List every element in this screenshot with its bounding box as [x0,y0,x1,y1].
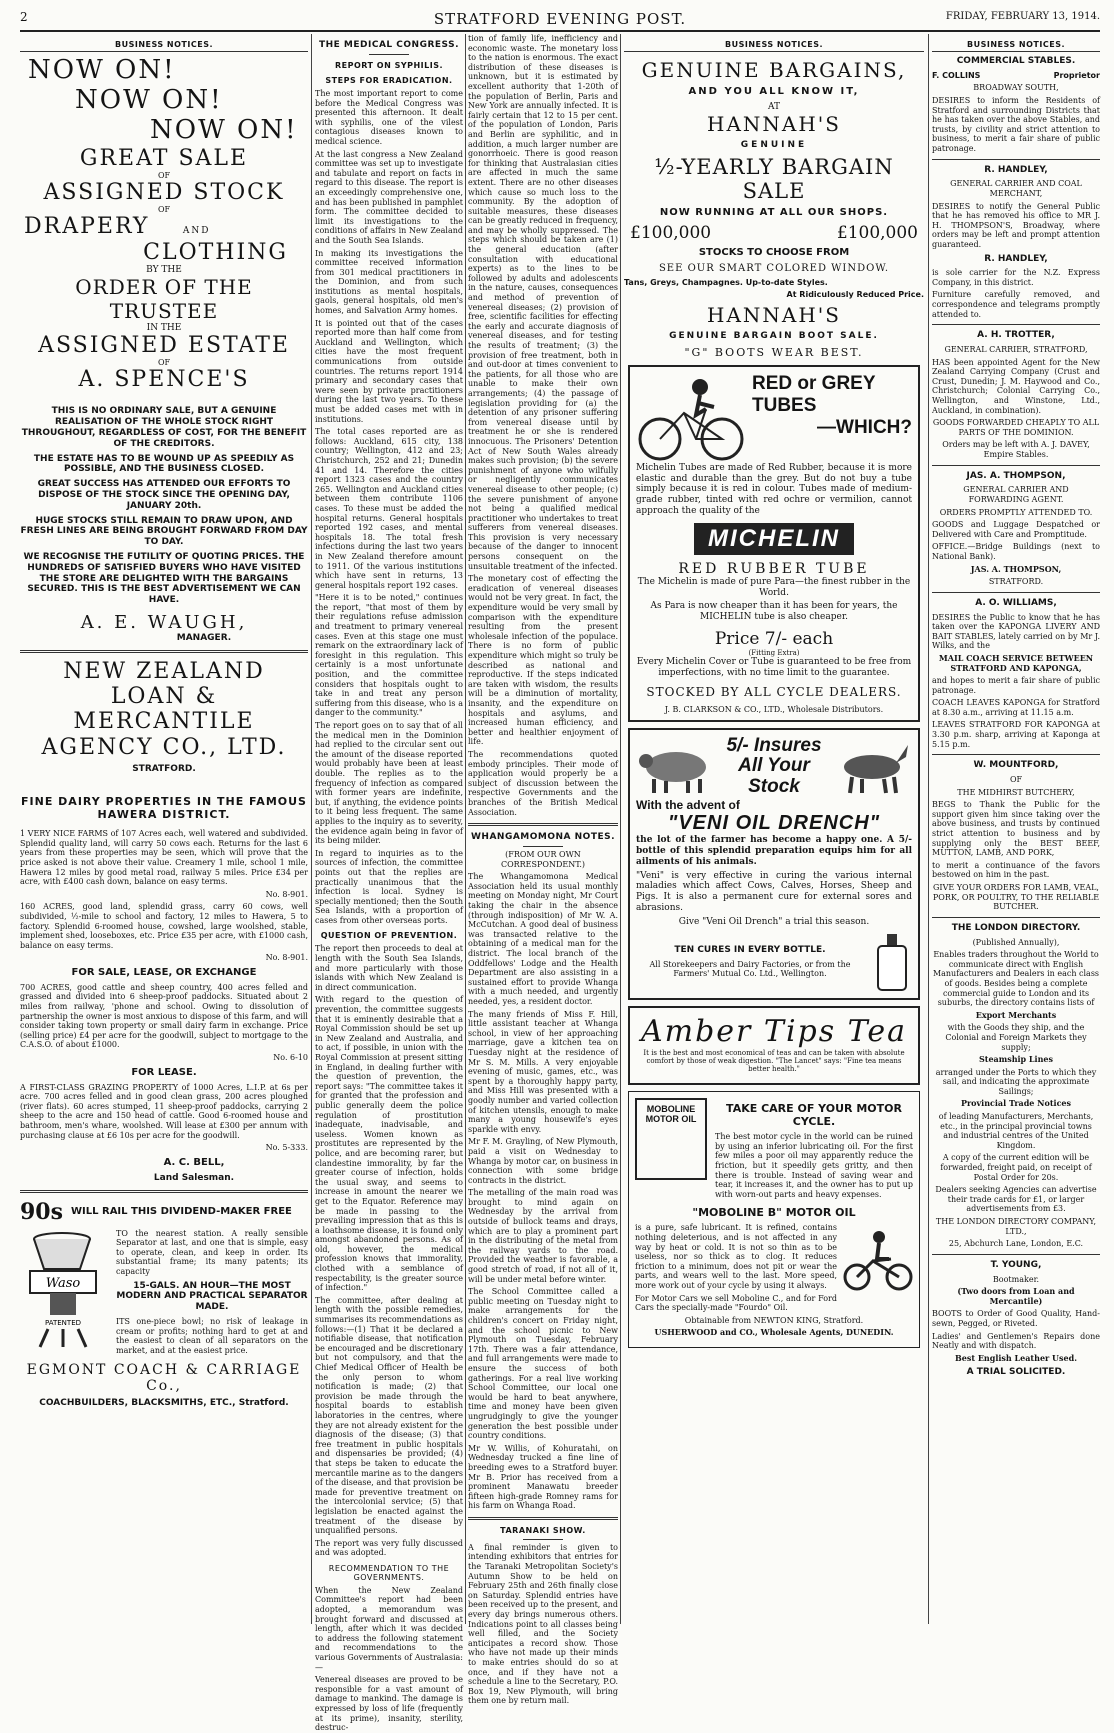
notice-heading: R. HANDLEY, [984,164,1048,175]
article-paragraph: Mr W. Willis, of Kohuratahi, on Wednesday trucked a fine line of breeding ewes to a Stratford buyer. Mr B. Prior has received from a prominent Manawatu breeder fifteen high-grade Romney rams for his farm on Whanga Road. [468,1443,618,1511]
article-paragraph: With regard to the question of prevention, the committee suggests that it is eminently desirable that a Royal Commission should be set up in New Zealand and Australia, and to act, if possible, in union with the Royal Commission at present sitting in England, in dealing further with the question of prevention, the report says: "The committee takes it for granted that the profession and public generally deem the police regulation of prostitution inadequate, inadvisable, and useless. Women known as prostitutes are represented by the police, and are becoming rarer, but clandestine immorality, by far the greater course of infection, holds the usual sway, and seems to increase in amount the nearer we get to the Equator. Reference may be made in passing to the prevailing impression that as this is a loathsome disease, it is found only amongst abandoned persons. As of old, however, the medical profession knows that immorality, clothed with a semblance of respectability, is the greater source of infection." [315,995,463,1293]
hannah-tagline: AND YOU ALL KNOW IT, [688,86,860,97]
separator-text: ITS one-piece bowl; no risk of leakage in cream or profits; nothing hard to get at and the easiest to clean of all separators on the market, and at the easiest price. [116,1316,308,1355]
trustee-heading: ORDER OF THE TRUSTEE [75,274,253,323]
notice-subheading: THE MIDHIRST BUTCHERY, [957,787,1075,797]
manager-role: MANAGER. [176,633,232,643]
notice-text: Dealers seeking Agencies can advertise their trade cards for £1, or larger advertisements from £3. [935,1185,1097,1214]
listing-text: 700 ACRES, good cattle and sheep country, 400 acres felled and grassed and divided into 6 sheep-proof paddocks. Situated about 2 miles from railway, 'phone and school. Owing to dissolution of partnership the owner is most anxious to dispose of this farm, and will consider taking town property or small dairy farm in exchange. Price (selling price) £4 per acre for the goodwill, subject to mortgage to the C.A.S.O. of about £1000. [20,982,308,1050]
ad-divider [20,650,308,653]
michelin-text: Every Michelin Cover or Tube is guaranteed to be free from imperfections, with no time limit to the guarantee. [636,656,912,678]
column-business-notices-1 [20,34,308,1624]
veni-advent: With the advent of [636,798,740,813]
article-paragraph: The most important report to come before the Medical Congress was presented this afternoon. It dealt with syphilis, one of the vilest contagious diseases known to medical science. [315,89,463,146]
of-label: OF [157,205,171,215]
michelin-price: Price 7/- each [714,628,834,649]
issue-date: FRIDAY, FEBRUARY 13, 1914. [945,11,1100,22]
masthead [20,8,1100,32]
moboline-agents: USHERWOOD and CO., Wholesale Agents, DUNEDIN. [654,1327,894,1338]
veni-headline: 5/- Insures All Your Stock [726,734,822,798]
section-header: BUSINESS NOTICES. [932,40,1100,52]
article-paragraph: The School Committee called a public meeting on Tuesday night to make arrangements for the children's concert on Friday night, and the school picnic to New Plymouth on Tuesday, February 17th. There was a fair attendance, and full arrangements were made to ensure the success of both gatherings. For a real live working School Committee, our local one would be hard to beat anywhere, time and money have been given ungrudgingly to give the younger generation the best possible under country conditions. [468,1287,618,1441]
assigned-estate-heading: ASSIGNED ESTATE [38,332,290,358]
amount-left: £100,000 [630,222,712,243]
notice-text: GOODS FORWARDED CHEAPLY TO ALL PARTS OF THE DOMINION. [932,418,1100,437]
notice-heading: A. O. WILLIAMS, [975,597,1057,608]
veni-text: the lot of the farmer has become a happy one. A 5/- bottle of this splendid preparation equips him for all ailments of his animals. [636,835,912,867]
notice-text: ORDERS PROMPTLY ATTENDED TO. [939,507,1093,517]
sale-paragraph: THIS IS NO ORDINARY SALE, BUT A GENUINE REALISATION OF THE WHOLE STOCK RIGHT THROUGHOUT, REGARDLESS OF COST, FOR THE BENEFIT OF THE CREDITORS. [21,406,307,449]
notice-text: to merit a continuance of the favors bestowed on him in the past. [932,860,1100,880]
notice-subheading: GENERAL CARRIER AND FORWARDING AGENT. [963,485,1069,504]
veni-oil-drench-ad [628,728,920,1000]
veni-stockists: All Storekeepers and Dairy Factories, or from the Farmers' Mutual Co. Ltd., Wellington. [649,959,851,979]
short-rule [523,1539,563,1540]
notice-text: is sole carrier for the N.Z. Express Company, in this district. [932,268,1100,287]
notice-heading: THE LONDON DIRECTORY. [951,922,1081,933]
sale-paragraph: HUGE STOCKS STILL REMAIN TO DRAW UPON, AND FRESH LINES ARE BEING BROUGHT FORWARD FROM DAY TO DAY. [20,515,308,548]
article-paragraph: Mr F. M. Grayling, of New Plymouth, paid a visit on Wednesday to Whanga by motor car, on business in connection with some bridge contracts in the district. [468,1137,618,1185]
notice-text: HAS been appointed Agent for the New Zealand Carrying Company (Crust and Crust, Dunedin; J. M. Haywood and Co., Christchurch; Colonial Carrying Co., Wellington, and Winstone, Ltd., Auckland, in combination). [932,357,1100,415]
price-label: 90s [20,1198,64,1225]
notice-divider [932,465,1100,466]
article-paragraph: The many friends of Miss F. Hill, little assistant teacher at Whanga school, in view of her approaching marriage, gave a kitchen tea on Tuesday night at the residence of Mr S. M. Mills. A very enjoyable evening of music, games, etc., was spent by a thoroughly happy party, and Miss Hill was presented with a goodly number and varied collection of kitchen utensils, enough to make many a young housewife's eyes sparkle with envy. [468,1009,618,1134]
sale-paragraph: GREAT SUCCESS HAS ATTENDED OUR EFFORTS TO DISPOSE OF THE STOCK SINCE THE OPENING DAY, JANUARY 20th. [37,479,291,511]
horse-icon [834,737,912,797]
of-label: OF [157,358,171,368]
notice-heading: W. MOUNTFORD, [973,760,1059,771]
notice-text: GOODS and Luggage Despatched or Delivered with Care and Promptitude. [932,520,1100,539]
separator-illustration [20,1229,110,1359]
michelin-logo: MICHELIN [694,523,854,555]
separator-ad [20,1199,308,1410]
veni-text: "Veni" is very effective in curing the various internal maladies which affect Cows, Calves, Horses, Sheep and Pigs. It is also a permanent cure for external sores and abrasions. [636,870,912,913]
section-header: BUSINESS NOTICES. [624,40,924,52]
of-label: OF [157,170,171,180]
notice-subheading: GENERAL CARRIER, STRATFORD, [944,345,1088,355]
article-paragraph: In making its investigations the committee received information from 301 medical practitioners in the Dominion, and from such institutions as mental hospitals, gaols, general hospitals, old men's homes, and Salvation Army homes. [315,248,463,316]
stables-heading: COMMERCIAL STABLES. [956,56,1076,66]
boot-sale-label: GENUINE BARGAIN BOOT SALE. [669,330,879,341]
article-title: TARANAKI SHOW. [500,1525,586,1535]
and-label: AND [182,226,211,237]
notice-text: and hopes to merit a fair share of public patronage. [932,676,1100,695]
moboline-obtainable: Obtainable from NEWTON KING, Stratford. [684,1315,864,1325]
article-title: THE MEDICAL CONGRESS. [318,40,460,50]
article-paragraph: The committee, after dealing at length with the possible remedies, summarises its recommendations as follows:—(1) That it be declared a notifiable disease, that notification be encouraged and be discretionary but not compulsory, and that the Chief Medical Officer of Health be the only person to whom notification is made; (2) that provision be made through the hospital boards to establish laboratories in the centres, where they are not already existent for the diagnosis of the disease; (3) that free treatment in public hospitals and dispensaries be provided; (4) that steps be taken to educate the mercantile marine as to the dangers of the disease, and that provision be made for preventive treatment on the intercolonial service; (5) that legislation be enacted against the treatment of the disease by unqualified persons. [315,1295,463,1536]
notice-text: MAIL COACH SERVICE BETWEEN STRATFORD AND KAPONGA, [938,652,1094,673]
by-the-label: BY THE [146,264,182,275]
notice-text: THE LONDON DIRECTORY COMPANY, LTD., [935,1217,1097,1236]
correspondent-line: (FROM OUR OWN CORRESPONDENT.) [500,850,586,869]
address-label: BROADWAY SOUTH, [973,83,1059,93]
now-on-line: NOW ON! [75,84,223,115]
article-title: WHANGAMOMONA NOTES. [470,832,616,843]
article-subtitle: RECOMMENDATION TO THE GOVERNMENTS. [328,1563,450,1582]
notice-text: arranged under the Ports to which they sail, and indicating the approximate Sailings; [935,1067,1097,1096]
separator-text: TO the nearest station. A really sensible Separator at last, and one that is simple, easy to operate, clean, and keep in order. Its substantial frame; its many patents; its capacity [116,1228,308,1276]
article-paragraph: The total cases reported are as follows: Auckland, 615 city, 138 country; Wellington, 412 and 23; Christchurch, 252 and 21; Dunedin 41 and 14. Therefore the cities report 1323 cases and the country 265. Wellington and Auckland cities between them contribute 1106 cases. To these must be added the hospital returns. General hospitals reported 192 cases, and mental hospitals 18. The total fresh infections during the last two years in New Zealand therefore amount to 1911. Of the various institutions which have sent in returns, 13 general hospitals report 192 cases. [315,427,463,590]
notice-divider [932,159,1100,160]
listing-heading: FOR SALE, LEASE, OR EXCHANGE [71,966,257,978]
notice-heading: A. H. TROTTER, [977,330,1055,341]
cyclist-icon [636,373,746,463]
agent-role: Land Salesman. [153,1172,235,1183]
michelin-text: The Michelin is made of pure Para—the finest rubber in the World. [637,576,911,598]
great-sale-heading: GREAT SALE [79,145,249,171]
page-number: 2 [20,10,28,24]
article-paragraph: The report goes on to say that of all the medical men in the Dominion had replied to the circular sent out the amount of the disease reported would probably have been at least double. The replies as to the frequency of infection as compared with former years are indefinite, but, if anything, the evidence points to it being less frequent. The same applies to the inquiry as to severity, the evidence again being in favor of its being milder. [315,721,463,846]
article-paragraph: At the last congress a New Zealand committee was set up to investigate and tabulate and report on facts in regard to this disease. The report is an exceedingly comprehensive one, and has been published in pamphlet form. The committee decided to limit its investigations to the conditions of affairs in New Zealand and the South Sea Islands. [315,149,463,245]
michelin-question: —WHICH? [817,416,912,438]
notice-subheading: Bootmaker. [992,1274,1040,1284]
notice-text: OFFICE.—Bridge Buildings (next to National Bank). [932,542,1100,561]
listing-text: 1 VERY NICE FARMS of 107 Acres each, well watered and subdivided. Splendid quality land, will carry 50 cows each. Returns for the last 6 years from these properties may be seen, which will prove that the price asked is not above their value. Creamery 1 mile, school 1 mile, Hawera 12 miles by good metal road, railway 5 miles. Price £34 per acre, with £400 cash down, balance on easy terms. [20,829,308,887]
article-paragraph: In regard to inquiries as to the sources of infection, the committee points out that the replies are practically unanimous that the infection is local. Sydney is specially mentioned; then the South Sea Islands, with a proportion of cases from other overseas ports. [315,848,463,925]
column-rule [311,34,312,1624]
hannah-name: HANNAH'S [707,112,841,136]
article-subtitle: REPORT ON SYPHILIS. [334,61,444,70]
column-news-continued [468,34,618,1706]
notice-text: DESIRES to inform the Residents of Stratford and surrounding Districts that he has taken over the above Stables, and trusts, by civility and strict attention to business, to merit a fair share of public patronage. [932,95,1100,153]
running-label: NOW RUNNING AT ALL OUR SHOPS. [659,206,889,218]
hannahs-ad [624,58,924,359]
fitting-extra: (Fitting Extra) [748,648,800,657]
article-paragraph: When the New Zealand Committee's report had been adopted, a memorandum was brought forward and discussed at length, after which it was decided to address the following statement and recommendations to the various Governments of Australasia:— [315,1585,463,1672]
at-label: AT [767,102,780,112]
listing-number: No. 8-901. [265,889,308,899]
hannah-headline: GENUINE BARGAINS, [641,58,907,82]
assigned-stock-heading: ASSIGNED STOCK [43,179,285,205]
article-paragraph: The metalling of the main road was brought to mind again on Wednesday by the arrival from outside of bullock teams and drays, which are to play a prominent part in the distributing of the metal from the railway yards to the road. Provided the weather is favorable, a good stretch of road, if not all of it, will be under metal before winter. [468,1188,618,1284]
firm-trade: COACHBUILDERS, BLACKSMITHS, ETC., Stratford. [39,1398,289,1409]
listing-text: 160 ACRES, good land, splendid grass, carry 60 cows, well subdivided, ½-mile to school and factory, 12 miles to Hawera, 5 to factory. Splendid 6-roomed house, cowshed, large woolshed, stable, implement shed, looseboxes, etc. Price £35 per acre, with £1000 cash, balance on easy terms. [20,902,308,950]
column-business-notices-3 [932,34,1100,1624]
ad-divider [20,1190,308,1193]
notice-text: Orders may be left with A. J. DAVEY, Empire Stables. [942,440,1090,459]
separator-machine-icon [20,1229,110,1349]
veni-give: Give "Veni Oil Drench" a trial this season. [678,916,870,927]
reduced-label: At Ridiculously Reduced Price. [786,290,924,300]
cow-icon [636,737,714,797]
article-divider [468,823,618,826]
firm-name: EGMONT COACH & CARRIAGE Co., [26,1362,302,1395]
spence-heading: A. SPENCE'S [78,367,250,393]
notice-text: BEGS to Thank the Public for the support given him since taking over the above business, and trusts by continued strict attention to business and by supplying only the BEST BEEF, MUTTON, LAMB, AND PORK, [932,800,1100,858]
listing-number: No. 5-333. [265,1143,308,1153]
yearly-sale-heading: ½-YEARLY BARGAIN SALE [654,154,894,203]
place-label: STRATFORD. [132,763,196,774]
stocked-by: STOCKED BY ALL CYCLE DEALERS. [646,684,902,699]
article-paragraph: The Whangamomona Medical Association held its usual monthly meeting on Monday night, Mr Court taking the chair in the absence (through indisposition) of Mr W. A. McCutchan. A good deal of business was transacted relative to the obtaining of a medical man for the district. The local branch of the Oddfellows' Lodge and the Health Department are also assisting in a sustained effort to provide Whanga with a much needed, and urgently needed, yes, a resident doctor. [468,872,618,1006]
michelin-headline: RED or GREY TUBES [752,372,876,416]
notice-subheading: OF [1009,775,1023,785]
manager-name: A. E. WAUGH, [80,612,248,633]
article-paragraph: The monetary cost of effecting the eradication of venereal diseases would not be very great. In fact, the expenditure would be very small by comparison with the expenditure resulting from the present wholesale infection of the populace. There is no form of public expenditure which might so truly be described as national and reproductive. If the steps indicated are taken with wisdom, the results will be a diminution of mortality, insanity, and the expenditure on hospitals and asylums, and increased human efficiency, and better and healthier enjoyment of life. [468,574,618,747]
nz-loan-mercantile-ad [20,659,308,1184]
michelin-text: Michelin Tubes are made of Red Rubber, because it is more elastic and durable than the grey. But do not buy a tube simply because it is red in colour. Tubes made of medium-grade rubber, tinted with red ochre or vermilion, cannot approach the quality of the [636,462,912,516]
notice-text: Furniture carefully removed, and correspondence and telegrams promptly attended to. [932,290,1100,319]
article-paragraph: It is pointed out that of the cases reported more than half come from Auckland and Wellington, which cities have the most frequent communications from outside countries. The returns report 1914 primary and secondary cases that were seen by private practitioners during the last two years. To these must be added cases met with in institutions. [315,318,463,424]
listing-number: No. 6-10 [273,1053,308,1063]
notice-text: BOOTS to Order of Good Quality, Hand-sewn, Pegged, or Riveted. [932,1309,1100,1328]
moboline-headline: TAKE CARE OF YOUR MOTOR CYCLE. [726,1101,902,1128]
notice-divider [932,324,1100,325]
column-medical-congress [315,34,463,1733]
proprietor-label: Proprietor [1053,70,1100,80]
article-paragraph: A final reminder is given to intending exhibitors that entries for the Taranaki Metropolitan Society's Autumn Show to be held on February 25th and 26th finally close on Saturday. Splendid entries have been received up to the present, and every day brings numerous others. Indications point to all classes being well filled, and the Society anticipates a record show. Those who have not made up their minds to make entries should do so at once, and if they have not a schedule a line to the Secretary, P.O. Box 19, New Plymouth, will bring them one by return mail. [468,1542,618,1706]
listing-number: No. 8-901. [265,953,308,963]
notice-divider [932,592,1100,593]
bottle-icon [872,932,912,992]
notice-text: JAS. A. THOMPSON, [970,563,1062,574]
moboline-b-headline: "MOBOLINE B" MOTOR OIL [692,1206,856,1220]
veni-product-name: "VENI OIL DRENCH" [667,812,881,835]
article-paragraph: The report then proceeds to deal at length with the South Sea Islands, and more particularly with those islands with which New Zealand is in direct communication. [315,944,463,992]
agent-name: A. C. BELL, [163,1156,225,1168]
article-paragraph: The report was very fully discussed and was adopted. [315,1538,463,1558]
nz-heading: NEW ZEALAND [63,658,265,684]
section-header: BUSINESS NOTICES. [20,40,308,52]
proprietor-name: F. COLLINS [932,70,981,80]
notice-heading: R. HANDLEY, [984,253,1048,264]
g-boots-label: "G" BOOTS WEAR BEST. [684,345,864,359]
column-rule [465,34,466,1624]
amber-tips-logo: Amber Tips Tea [640,1013,907,1049]
listing-text: A FIRST-CLASS GRAZING PROPERTY of 1000 Acres, L.I.P. at 6s per acre. 700 acres felled and in good clean grass, 200 acres ploughed (river flats). 60 acres stumped, 11 sheep-proof paddocks, carrying 2 sheep to the acre and 150 head of cattle. Good 6-roomed house and bathroom, men's whare, woolshed. Will lease at £300 per annum with purchasing clause at £6 10s per acre for the goodwill. [20,1082,308,1140]
short-rule [369,54,409,55]
article-paragraph: Venereal diseases are proved to be responsible for a vast amount of damage to mankind. The damage is expressed by loss of life (frequently at its prime), insanity, sterility, destruc- [315,1675,463,1733]
separator-headline: 15-GALS. AN HOUR—THE MOST MODERN AND PRACTICAL SEPARATOR MADE. [116,1280,308,1313]
loan-mercantile-heading: LOAN & MERCANTILE [73,684,255,735]
distributors: J. B. CLARKSON & CO., LTD., Wholesale Distributors. [664,704,884,714]
moboline-text: is a pure, safe lubricant. It is refined, contains nothing deleterious, and is not affected in any way by heat or cold. It is not so thin as to be useless, nor so thick as to clog. It reduces friction to a minimum, does not pit or wear the parts, and wears well to the last. More speed, more work out of your cycle by using it always. [635,1223,837,1291]
notice-text: Best English Leather Used. [955,1352,1077,1363]
in-the-label: IN THE [146,322,182,333]
notice-text: STRATFORD. [988,577,1044,587]
amber-text: It is the best and most economical of teas and can be taken with absolute comfort by those of weak digestion. "The Lancet" says: "Fine tea means better health." [643,1048,905,1074]
notice-text: Provincial Trade Notices [960,1098,1072,1109]
column-rule [620,34,621,1624]
notice-text: Steamship Lines [978,1054,1054,1065]
now-on-line: NOW ON! [28,55,176,85]
properties-headline: FINE DAIRY PROPERTIES IN THE FAMOUS HAWERA DISTRICT. [21,794,307,821]
notice-subheading: GENERAL CARRIER AND COAL MERCHANT, [950,179,1082,198]
notice-text: DESIRES to notify the General Public that he has removed his office to MR J. H. THOMPSON'S, Broadway, where orders may be left and prompt attention guaranteed. [932,201,1100,249]
notice-text: with the Goods they ship, and the Colonial and Foreign Markets they supply; [945,1023,1087,1052]
stocks-label: STOCKS TO CHOOSE FROM [698,246,850,258]
moboline-text: The best motor cycle in the world can be ruined by using an inferior lubricating oil. For the first few miles a poor oil may apparently reduce the friction, but it speedily gets gritty, and then there is trouble. Instead of saving wear and tear, it increases it, and the owner has to put up with worn-out parts and heavy expenses. [715,1132,913,1199]
notice-divider [932,917,1100,918]
article-paragraph: "Here it is to be noted," continues the report, "that most of them by their regulations refuse admission and treatment to primary venereal cases. Even at this stage one must remark on the extraordinary lack of foresight in this regulation. This certainly is a most unfortunate position, and the committee considers that hospitals ought to take in and treat any person suffering from this disease, who is a danger to the community." [315,593,463,718]
clothing-heading: CLOTHING [143,239,288,265]
notice-text: DESIRES the Public to know that he has taken over the KAPONGA LIVERY AND BAIT STABLES, lately carried on by Mr J. Wilks, and the [932,612,1100,651]
veni-cures: TEN CURES IN EVERY BOTTLE. [674,945,826,956]
patented-label: PATENTED [44,1318,82,1327]
red-rubber-tube: RED RUBBER TUBE [678,560,870,577]
moboline-can: MOBOLINE MOTOR OIL [635,1098,707,1180]
moboline-ad [628,1091,920,1348]
notice-divider [932,1254,1100,1255]
notice-text: A TRIAL SOLICITED. [966,1367,1066,1378]
article-divider [468,1517,618,1520]
notice-text: GIVE YOUR ORDERS FOR LAMB, VEAL, PORK, OR POULTRY, TO THE RELIABLE BUTCHER. [932,882,1100,912]
article-subtitle: STEPS FOR ERADICATION. [325,76,453,85]
motorcycle-icon [843,1223,913,1293]
article-paragraph: The recommendations quoted embody principles. Their mode of application would properly be a subject of discussion between the respective Governments and the branches of the British Medical Association. [468,749,618,817]
column-business-notices-2 [624,34,924,1624]
genuine-label: GENUINE [740,140,808,150]
notice-text: A copy of the current edition will be forwarded, freight paid, on receipt of Postal Order for 20s. [940,1153,1092,1182]
listing-heading: FOR LEASE. [131,1066,197,1078]
notice-text: LEAVES STRATFORD FOR KAPONGA at 3.30 p.m. sharp, arriving at Kaponga at 5.15 p.m. [932,720,1100,749]
notice-text: of leading Manufacturers, Merchants, etc., in the principal provincial towns and industrial centres of the United Kingdom. [938,1112,1094,1150]
notice-text: Enables traders throughout the World to communicate direct with English Manufacturers and Dealers in each class of goods. Besides being a complete commercial guide to London and its suburbs, the directory contains lists of [932,950,1100,1008]
notice-text: Ladies' and Gentlemen's Repairs done Neatly and with dispatch. [932,1331,1100,1351]
michelin-ad [628,365,920,722]
now-on-line: NOW ON! [150,114,298,145]
short-rule [523,846,563,847]
rail-free-headline: WILL RAIL THIS DIVIDEND-MAKER FREE [71,1205,292,1217]
agency-heading: AGENCY CO., LTD. [41,734,287,760]
notice-heading: JAS. A. THOMPSON, [966,470,1066,481]
notice-text: 25, Abchurch Lane, London, E.C. [948,1239,1084,1249]
michelin-text: As Para is now cheaper than it has been for years, the MICHELIN tube is also cheaper. [650,601,898,623]
amount-right: £100,000 [836,222,918,243]
moboline-text: For Motor Cars we sell Moboline C., and for Ford Cars the specially-made "Fourdo" Oil. [635,1293,837,1313]
tans-label: Tans, Greys, Champagnes. Up-to-date Styles. [624,277,828,287]
article-paragraph: tion of family life, inefficiency and economic waste. The monetary loss to the nation is enormous. The exact distribution of these diseases is unknown, but it is estimated by excellent authority that 1-20th of the population of Berlin, Paris and New York are annually infected. It is fairly certain that 12 to 15 per cent. of the population of London, Paris and Berlin are syphilitic, and in addition, a much larger number are gonorrhoeic. There is good reason for thinking that Australasian cities are affected in much the same extent. There are no other diseases which cause so much loss to the community. By the adoption of suitable measures, these diseases can be greatly reduced in frequency, and may be wholly suppressed. The steps which should be taken are (1) the general education (after consultation with educational experts) as to the lines to be followed by adults and adolescents in the nature, causes, consequences and method of prevention of venereal diseases; (2) provision of free, scientific facilities for effecting the early and accurate diagnosis of venereal diseases, and for testing the results of treatment; (3) the provision of free treatment, both in and out-door at times convenient to the patients, for all those who are unable to make their own arrangements; (4) the passage of legislation providing for (a) the detention of any prisoner suffering from venereal disease until by treatment he or she is rendered innocuous. The Prisoners' Detention Act of New South Wales already makes such provision; (b) the severe punishment of anyone who wilfully or negligently communicates venereal disease to other people; (c) the severe punishment of anyone not being a qualified medical practitioner who undertakes to treat sufferers from venereal diseases. This provision is very necessary because of the danger to innocent persons consequent on the unsuitable treatment of the infected. [468,34,618,571]
separator-brand: Waso [45,1275,81,1291]
amber-tips-tea-ad [628,1006,920,1085]
assigned-stock-sale-ad [20,56,308,644]
hannah-name-2: HANNAH'S [707,302,841,327]
notice-subheading: (Two doors from Loan and Mercantile) [957,1286,1075,1306]
window-label: SEE OUR SMART COLORED WINDOW. [658,262,890,274]
notice-subheading: (Published Annually), [972,937,1060,947]
notice-heading: T. YOUNG, [990,1259,1042,1270]
column-rule [928,34,929,1624]
sale-paragraph: THE ESTATE HAS TO BE WOUND UP AS SPEEDILY AS POSSIBLE, AND THE BUSINESS CLOSED. [33,453,295,475]
notice-text: COACH LEAVES KAPONGA for Stratford at 8.30 a.m., arriving at 11.15 a.m. [932,698,1100,717]
notice-divider [932,754,1100,755]
article-subtitle: QUESTION OF PREVENTION. [320,931,458,941]
notice-text: Export Merchants [975,1009,1057,1020]
drapery-heading: DRAPERY [24,214,150,240]
sale-paragraph: WE RECOGNISE THE FUTILITY OF QUOTING PRICES. THE HUNDREDS OF SATISFIED BUYERS WHO HAVE VISITED THE STORE ARE DELIGHTED WITH THE BARGAINS SECURED. THIS IS THE BEST ADVERTISEMENT WE CAN HAVE. [23,552,305,606]
newspaper-title: STRATFORD EVENING POST. [433,10,687,28]
